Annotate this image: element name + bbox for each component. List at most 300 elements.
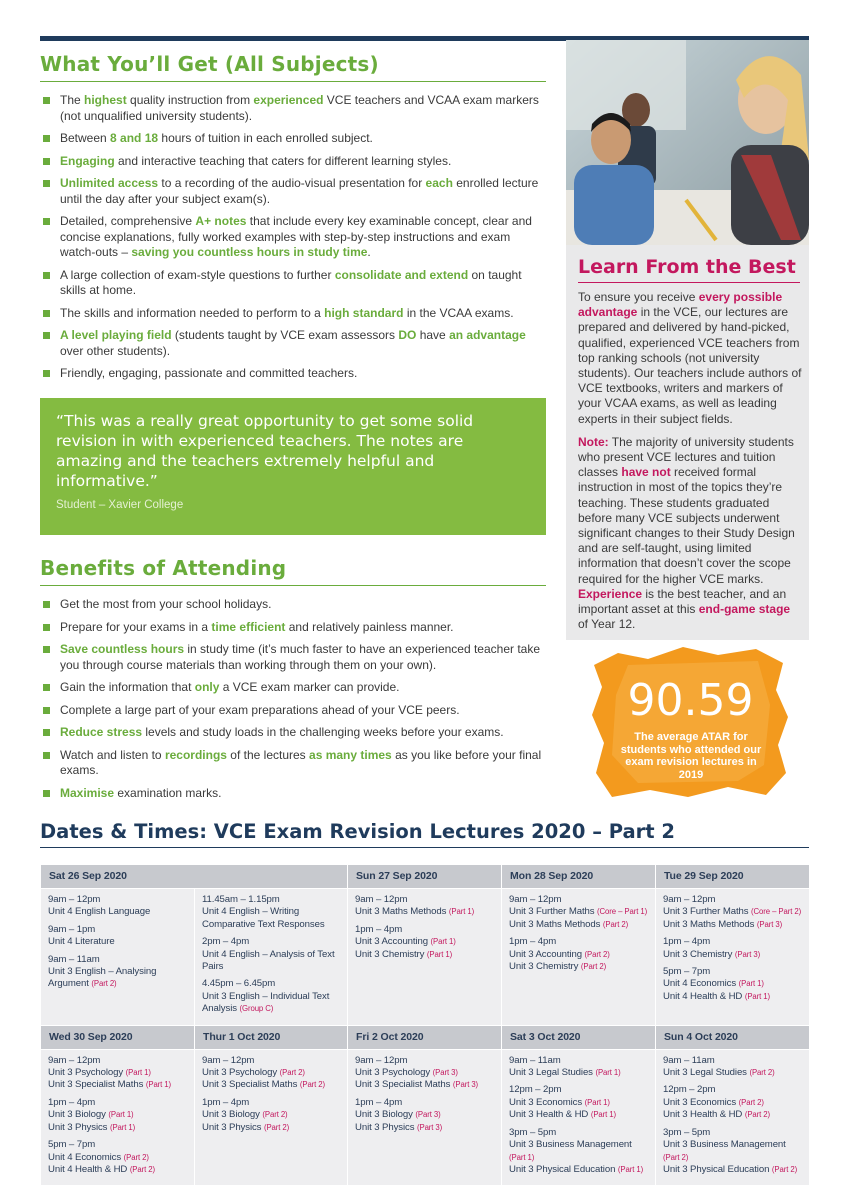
part-label: (Part 2) xyxy=(663,1152,689,1162)
schedule-cell xyxy=(41,1049,195,1186)
schedule-day-header: Wed 30 Sep 2020 xyxy=(41,1025,195,1049)
session-time: 1pm – 4pm xyxy=(355,1096,403,1108)
session xyxy=(509,1055,649,1080)
text-run: Unit 4 Literature xyxy=(48,936,115,948)
schedule-day-header: Tue 29 Sep 2020 xyxy=(656,865,810,889)
text-run: Detailed, comprehensive xyxy=(60,214,196,228)
session-subject xyxy=(663,919,803,931)
emphasis-text: highest xyxy=(84,93,127,107)
emphasis-text: consolidate and extend xyxy=(334,267,469,282)
session-time: 12pm – 2pm xyxy=(663,1084,716,1096)
session xyxy=(48,1055,188,1092)
session xyxy=(202,936,341,973)
text-run: Unit 3 Specialist Maths xyxy=(355,1079,453,1091)
session-time: 9am – 11am xyxy=(48,953,100,965)
list-item xyxy=(40,725,546,741)
text-run: Unit 3 Specialist Maths xyxy=(48,1079,146,1091)
what-section xyxy=(40,52,546,389)
part-label: (Part 3) xyxy=(432,1068,458,1078)
session-subject xyxy=(355,949,495,961)
session-time: 9am – 12pm xyxy=(355,894,408,905)
session-subject xyxy=(48,1079,188,1091)
part-label: (Part 1) xyxy=(595,1068,621,1078)
list-item xyxy=(40,306,546,322)
session-time: 9am – 1pm xyxy=(48,923,96,935)
text-run: VCE teachers and VCAA exam markers (not unqualified university students). xyxy=(60,93,539,123)
part-label: (Part 2) xyxy=(263,1122,290,1132)
text-run: Unit 3 Maths Methods xyxy=(663,918,757,930)
schedule-day-header: Thur 1 Oct 2020 xyxy=(195,1025,348,1049)
list-item xyxy=(40,620,546,636)
sidebar-panel xyxy=(566,40,809,640)
text-run: in study time (it’s much faster to have an experienced teacher take you through course materials than working through them on your own). xyxy=(60,642,541,672)
emphasis-text: Engaging xyxy=(60,153,115,168)
bullet-square-icon xyxy=(43,310,50,317)
text-run: Watch and listen to xyxy=(60,747,165,762)
text-run: . xyxy=(367,245,371,259)
bullet-square-icon xyxy=(43,790,50,797)
teachers-photo xyxy=(566,40,809,245)
emphasis-text: Experience xyxy=(578,586,643,601)
session xyxy=(48,1097,188,1134)
session-subject xyxy=(509,1164,649,1176)
part-label: (Part 2) xyxy=(580,962,607,972)
what-list xyxy=(40,93,546,382)
benefits-list xyxy=(40,597,546,801)
text-run: Unit 3 Economics xyxy=(509,1096,585,1108)
text-run: received formal instruction in most of the topics they’re teaching. These students graduated before many VCE subjects underwent significant changes to their Study Design and are self-taught, using limited information that doesn’t cover the scope required for the higher VCE marks. xyxy=(578,465,795,586)
text-run: Unit 3 Health & HD xyxy=(509,1109,591,1121)
text-run: over other students). xyxy=(60,343,171,358)
part-label: (Part 2) xyxy=(771,1164,798,1174)
emphasis-text: A level playing field xyxy=(60,328,172,342)
text-run: Unit 3 Legal Studies xyxy=(509,1067,596,1079)
text-run: Unit 3 Chemistry xyxy=(355,948,427,960)
session-subject xyxy=(48,966,188,991)
session-subject xyxy=(355,906,495,918)
part-label: (Part 1) xyxy=(590,1110,617,1120)
emphasis-text: A+ notes xyxy=(195,214,247,228)
schedule-cell xyxy=(348,1049,502,1186)
session-time: 9am – 11am xyxy=(509,1054,561,1066)
part-label: (Part 3) xyxy=(415,1110,441,1120)
text-run: quality instruction from xyxy=(126,93,254,107)
text-run: of the lectures xyxy=(226,747,310,762)
list-item xyxy=(40,680,546,696)
session-time: 3pm – 5pm xyxy=(509,1126,557,1138)
schedule-day-header: Sun 4 Oct 2020 xyxy=(656,1025,810,1049)
text-run: Unit 3 Psychology xyxy=(202,1067,280,1079)
text-run: Unit 3 Accounting xyxy=(355,936,431,948)
part-label: (Part 1) xyxy=(430,937,456,947)
list-item xyxy=(40,131,546,147)
session-time: 5pm – 7pm xyxy=(48,1139,96,1151)
part-label: (Part 3) xyxy=(416,1122,443,1132)
bullet-square-icon xyxy=(43,729,50,736)
bullet-square-icon xyxy=(43,97,50,104)
session xyxy=(663,1084,803,1121)
list-item xyxy=(40,328,546,359)
emphasis-text: experienced xyxy=(253,93,324,107)
emphasis-text: Note: xyxy=(578,434,609,449)
text-run: A large collection of exam-style questions to further xyxy=(60,267,335,282)
text-run: Unit 3 Maths Methods xyxy=(509,918,603,930)
session-time: 4.45pm – 6.45pm xyxy=(202,978,276,990)
text-run: Unit 3 Chemistry xyxy=(509,961,581,973)
session-subject xyxy=(355,1122,495,1134)
session-subject xyxy=(355,1067,495,1079)
text-run: of Year 12. xyxy=(578,617,636,632)
text-run: Unit 3 Physical Education xyxy=(509,1163,618,1175)
schedule-cell xyxy=(348,889,502,1026)
session-time: 12pm – 2pm xyxy=(509,1084,562,1096)
schedule-day-header: Sat 26 Sep 2020 xyxy=(41,865,348,889)
text-run: and relatively painless manner. xyxy=(285,619,454,634)
session-subject xyxy=(202,1067,341,1079)
text-run: (students taught by VCE exam assessors xyxy=(171,328,399,342)
list-item xyxy=(40,214,546,261)
schedule-header-row xyxy=(41,865,810,889)
part-label: (Part 2) xyxy=(584,949,610,959)
emphasis-text: Reduce stress xyxy=(60,725,143,739)
text-run: examination marks. xyxy=(114,785,222,800)
session xyxy=(202,1055,341,1092)
text-run: Unit 3 Maths Methods xyxy=(355,906,449,918)
list-item xyxy=(40,176,546,207)
session-subject xyxy=(202,949,341,974)
part-label: (Core – Part 2) xyxy=(751,907,802,917)
bullet-square-icon xyxy=(43,272,50,279)
session-subject xyxy=(355,936,495,948)
schedule-cell xyxy=(656,1049,810,1186)
session-subject xyxy=(509,1067,649,1079)
session-subject xyxy=(48,1164,188,1176)
text-run: Unit 3 Further Maths xyxy=(663,906,752,918)
emphasis-text: as many times xyxy=(309,747,392,762)
dates-title-rule xyxy=(40,847,809,848)
text-run: and interactive teaching that caters for different learning styles. xyxy=(114,153,452,168)
emphasis-text: an advantage xyxy=(449,328,526,342)
part-label: (Part 3) xyxy=(734,949,761,959)
part-label: (Core – Part 1) xyxy=(597,907,648,917)
text-run: Unit 4 Economics xyxy=(48,1151,124,1163)
session-subject xyxy=(509,919,649,931)
part-label: (Part 1) xyxy=(426,949,453,959)
text-run: Unit 3 Accounting xyxy=(509,948,585,960)
bullet-square-icon xyxy=(43,370,50,377)
schedule-cell xyxy=(195,889,348,1026)
part-label: (Part 1) xyxy=(738,979,764,989)
session-time: 9am – 12pm xyxy=(509,894,562,905)
emphasis-text: high standard xyxy=(324,305,404,320)
session-time: 9am – 11am xyxy=(663,1054,715,1066)
bullet-square-icon xyxy=(43,601,50,608)
schedule-cell xyxy=(656,889,810,1026)
schedule-cell xyxy=(41,889,195,1026)
atar-caption: The average ATAR for students who attended our exam revision lectures in 2019 xyxy=(620,731,762,781)
session-time: 11.45am – 1.15pm xyxy=(202,894,280,905)
text-run: hours of tuition in each enrolled subject. xyxy=(158,131,373,145)
text-run: Unit 3 English – Analysing Argument xyxy=(48,966,157,990)
session xyxy=(48,954,188,991)
text-run: Unit 3 Specialist Maths xyxy=(202,1079,300,1091)
emphasis-text: Save countless hours xyxy=(60,642,185,656)
part-label: (Part 1) xyxy=(125,1068,151,1078)
part-label: (Part 2) xyxy=(279,1068,305,1078)
part-label: (Part 2) xyxy=(129,1164,156,1174)
schedule-day-header: Sun 27 Sep 2020 xyxy=(348,865,502,889)
session-subject xyxy=(48,1109,188,1121)
text-run: Unit 3 Business Management xyxy=(509,1139,632,1151)
emphasis-text: saving you countless hours in study time xyxy=(131,245,368,259)
session xyxy=(663,1127,803,1177)
part-label: (Part 2) xyxy=(299,1080,326,1090)
schedule-header-row xyxy=(41,1025,810,1049)
text-run: have xyxy=(416,328,450,342)
session-time: 1pm – 4pm xyxy=(509,936,557,948)
session xyxy=(509,936,649,973)
bullet-square-icon xyxy=(43,332,50,339)
session xyxy=(202,894,341,931)
what-heading-rule xyxy=(40,81,546,82)
text-run: Unit 3 Physical Education xyxy=(663,1163,772,1175)
schedule-cell xyxy=(502,889,656,1026)
text-run: to a recording of the audio-visual presentation for xyxy=(158,176,426,190)
session-subject xyxy=(663,906,803,918)
sidebar-title-rule xyxy=(578,282,800,283)
session-time: 1pm – 4pm xyxy=(355,923,403,935)
session-subject xyxy=(48,936,188,948)
session-subject xyxy=(202,1079,341,1091)
bullet-square-icon xyxy=(43,158,50,165)
list-item xyxy=(40,703,546,719)
text-run: is the best teacher, and an important asset at this xyxy=(578,586,787,617)
session-time: 2pm – 4pm xyxy=(202,936,250,948)
text-run: Unit 3 Biology xyxy=(202,1109,263,1121)
emphasis-text: end-game stage xyxy=(698,602,791,617)
bullet-square-icon xyxy=(43,218,50,225)
list-item xyxy=(40,268,546,299)
dates-title: Dates & Times: VCE Exam Revision Lectures 2020 – Part 2 xyxy=(40,820,675,843)
session-subject xyxy=(202,991,341,1016)
list-item xyxy=(40,597,546,613)
session-subject xyxy=(663,1139,803,1164)
session-subject xyxy=(355,1109,495,1121)
session xyxy=(48,924,188,949)
text-run: Unit 4 English – Analysis of Text Pairs xyxy=(202,948,335,973)
bullet-square-icon xyxy=(43,707,50,714)
text-run: Unit 4 English – Writing Comparative Text Responses xyxy=(202,906,325,930)
part-label: (Part 2) xyxy=(91,979,117,989)
testimonial-text: “This was a really great opportunity to get some solid revision in with experienced teachers. The notes are amazing and the teachers extremely helpful and informative.” xyxy=(56,412,474,490)
session-time: 9am – 12pm xyxy=(48,894,101,905)
part-label: (Part 2) xyxy=(123,1152,149,1162)
emphasis-text: only xyxy=(194,680,220,694)
session xyxy=(48,894,188,919)
part-label: (Part 3) xyxy=(756,919,783,929)
text-run: Unit 3 Economics xyxy=(663,1096,739,1108)
session-subject xyxy=(663,1067,803,1079)
text-run: Unit 3 English – Individual Text Analysis xyxy=(202,990,330,1015)
bullet-square-icon xyxy=(43,752,50,759)
session-subject xyxy=(509,961,649,973)
session xyxy=(663,1055,803,1080)
list-item xyxy=(40,786,546,802)
list-item xyxy=(40,642,546,673)
part-label: (Part 2) xyxy=(602,919,629,929)
session xyxy=(202,978,341,1015)
schedule-body-row xyxy=(41,889,810,1026)
bullet-square-icon xyxy=(43,684,50,691)
part-label: (Part 1) xyxy=(744,991,771,1001)
session-time: 9am – 12pm xyxy=(355,1054,408,1066)
part-label: (Group C) xyxy=(239,1004,274,1014)
session-time: 9am – 12pm xyxy=(202,1054,255,1066)
part-label: (Part 2) xyxy=(744,1110,771,1120)
session-subject xyxy=(509,1109,649,1121)
session-time: 9am – 12pm xyxy=(48,1054,101,1066)
emphasis-text: Maximise xyxy=(60,785,115,800)
part-label: (Part 1) xyxy=(617,1164,644,1174)
text-run: enrolled lecture until the day after your subject exam(s). xyxy=(60,176,539,206)
session xyxy=(202,1097,341,1134)
session-time: 1pm – 4pm xyxy=(48,1096,96,1108)
bullet-square-icon xyxy=(43,135,50,142)
text-run: Unit 3 Legal Studies xyxy=(663,1067,750,1079)
emphasis-text: each xyxy=(425,176,453,190)
text-run: that include every key examinable concept, clear and concise explanations, fully worked examples with step-by-step instructions and exam watch-outs – xyxy=(60,214,532,259)
session-subject xyxy=(48,1152,188,1164)
part-label: (Part 2) xyxy=(738,1097,764,1107)
testimonial-box xyxy=(40,398,546,535)
sidebar-paragraph xyxy=(578,435,802,633)
part-label: (Part 1) xyxy=(509,1152,535,1162)
text-run: as you like before your final exams. xyxy=(60,747,542,777)
session-subject xyxy=(509,1139,649,1164)
text-run: in the VCE, our lectures are prepared and delivered by hand-picked, qualified, experienced VCE teachers from top ranking schools (not university students). Our teachers include authors of VCE textbooks, writers and markers of your VCAA exams, as well as leading experts in their subject fields. xyxy=(578,305,802,426)
session xyxy=(355,894,495,919)
text-run: Unit 3 Psychology xyxy=(48,1067,126,1079)
part-label: (Part 3) xyxy=(452,1080,479,1090)
text-run: Prepare for your exams in a xyxy=(60,619,212,634)
session xyxy=(509,1127,649,1177)
testimonial-source: Student – Xavier College xyxy=(56,499,184,511)
session-subject xyxy=(48,906,188,918)
text-run: Unit 4 Health & HD xyxy=(48,1163,130,1175)
emphasis-text: every possible advantage xyxy=(578,290,783,320)
schedule-day-header: Sat 3 Oct 2020 xyxy=(502,1025,656,1049)
session xyxy=(663,966,803,1003)
session-subject xyxy=(509,1097,649,1109)
text-run: Unit 3 Chemistry xyxy=(663,948,735,960)
text-run: on taught skills at home. xyxy=(60,267,522,297)
list-item xyxy=(40,748,546,779)
part-label: (Part 1) xyxy=(448,907,475,917)
emphasis-text: 8 and 18 xyxy=(110,131,159,145)
part-label: (Part 1) xyxy=(145,1080,172,1090)
text-run: The xyxy=(60,93,85,107)
schedule-cell xyxy=(502,1049,656,1186)
session-subject xyxy=(663,949,803,961)
text-run: in the VCAA exams. xyxy=(403,305,514,320)
session xyxy=(355,1055,495,1092)
list-item xyxy=(40,366,546,382)
session-subject xyxy=(663,1109,803,1121)
list-item xyxy=(40,154,546,170)
session-time: 1pm – 4pm xyxy=(202,1096,250,1108)
bullet-square-icon xyxy=(43,624,50,631)
session xyxy=(355,924,495,961)
session xyxy=(663,894,803,931)
text-run: The majority of university students who present VCE lectures and tuition classes xyxy=(578,434,794,480)
part-label: (Part 2) xyxy=(749,1068,775,1078)
schedule-body-row xyxy=(41,1049,810,1186)
session-subject xyxy=(355,1079,495,1091)
part-label: (Part 1) xyxy=(584,1097,610,1107)
benefits-section xyxy=(40,556,546,808)
list-item xyxy=(40,93,546,124)
text-run: levels and study loads in the challenging weeks before your exams. xyxy=(142,725,504,739)
session-subject xyxy=(663,978,803,990)
text-run: Unit 3 Physics xyxy=(355,1121,417,1133)
atar-value: 90.59 xyxy=(627,675,754,726)
text-run: Unit 3 Physics xyxy=(48,1121,110,1133)
part-label: (Part 1) xyxy=(109,1122,136,1132)
session-subject xyxy=(509,906,649,918)
text-run: Unit 4 Health & HD xyxy=(663,990,745,1002)
sidebar-title: Learn From the Best xyxy=(578,256,796,278)
bullet-square-icon xyxy=(43,180,50,187)
text-run: To ensure you receive xyxy=(578,290,699,304)
text-run: Between xyxy=(60,131,111,145)
session xyxy=(509,894,649,931)
session xyxy=(48,1139,188,1176)
sidebar-paragraph xyxy=(578,290,802,427)
session-subject xyxy=(509,949,649,961)
text-run: Gain the information that xyxy=(60,680,195,694)
text-run: a VCE exam marker can provide. xyxy=(219,680,400,694)
session-subject xyxy=(202,1122,341,1134)
emphasis-text: have not xyxy=(621,465,671,480)
schedule-day-header: Mon 28 Sep 2020 xyxy=(502,865,656,889)
session-subject xyxy=(202,1109,341,1121)
session xyxy=(509,1084,649,1121)
session-subject xyxy=(202,906,341,931)
text-run: Get the most from your school holidays. xyxy=(60,597,272,611)
bullet-square-icon xyxy=(43,646,50,653)
session-subject xyxy=(663,991,803,1003)
text-run: Unit 3 Biology xyxy=(48,1109,109,1121)
schedule-day-header: Fri 2 Oct 2020 xyxy=(348,1025,502,1049)
text-run: Friendly, engaging, passionate and committed teachers. xyxy=(60,366,358,380)
emphasis-text: time efficient xyxy=(211,619,286,634)
text-run: Unit 4 English Language xyxy=(48,906,151,918)
session-subject xyxy=(48,1122,188,1134)
session xyxy=(663,936,803,961)
session-subject xyxy=(48,1067,188,1079)
atar-badge xyxy=(588,645,793,800)
session xyxy=(355,1097,495,1134)
session-time: 3pm – 5pm xyxy=(663,1126,711,1138)
schedule-cell xyxy=(195,1049,348,1186)
text-run: Unit 3 Biology xyxy=(355,1109,416,1121)
session-time: 5pm – 7pm xyxy=(663,966,711,978)
benefits-heading: Benefits of Attending xyxy=(40,556,287,580)
text-run: Unit 3 Physics xyxy=(202,1121,264,1133)
emphasis-text: DO xyxy=(398,328,417,342)
session-subject xyxy=(663,1164,803,1176)
emphasis-text: recordings xyxy=(164,747,227,762)
